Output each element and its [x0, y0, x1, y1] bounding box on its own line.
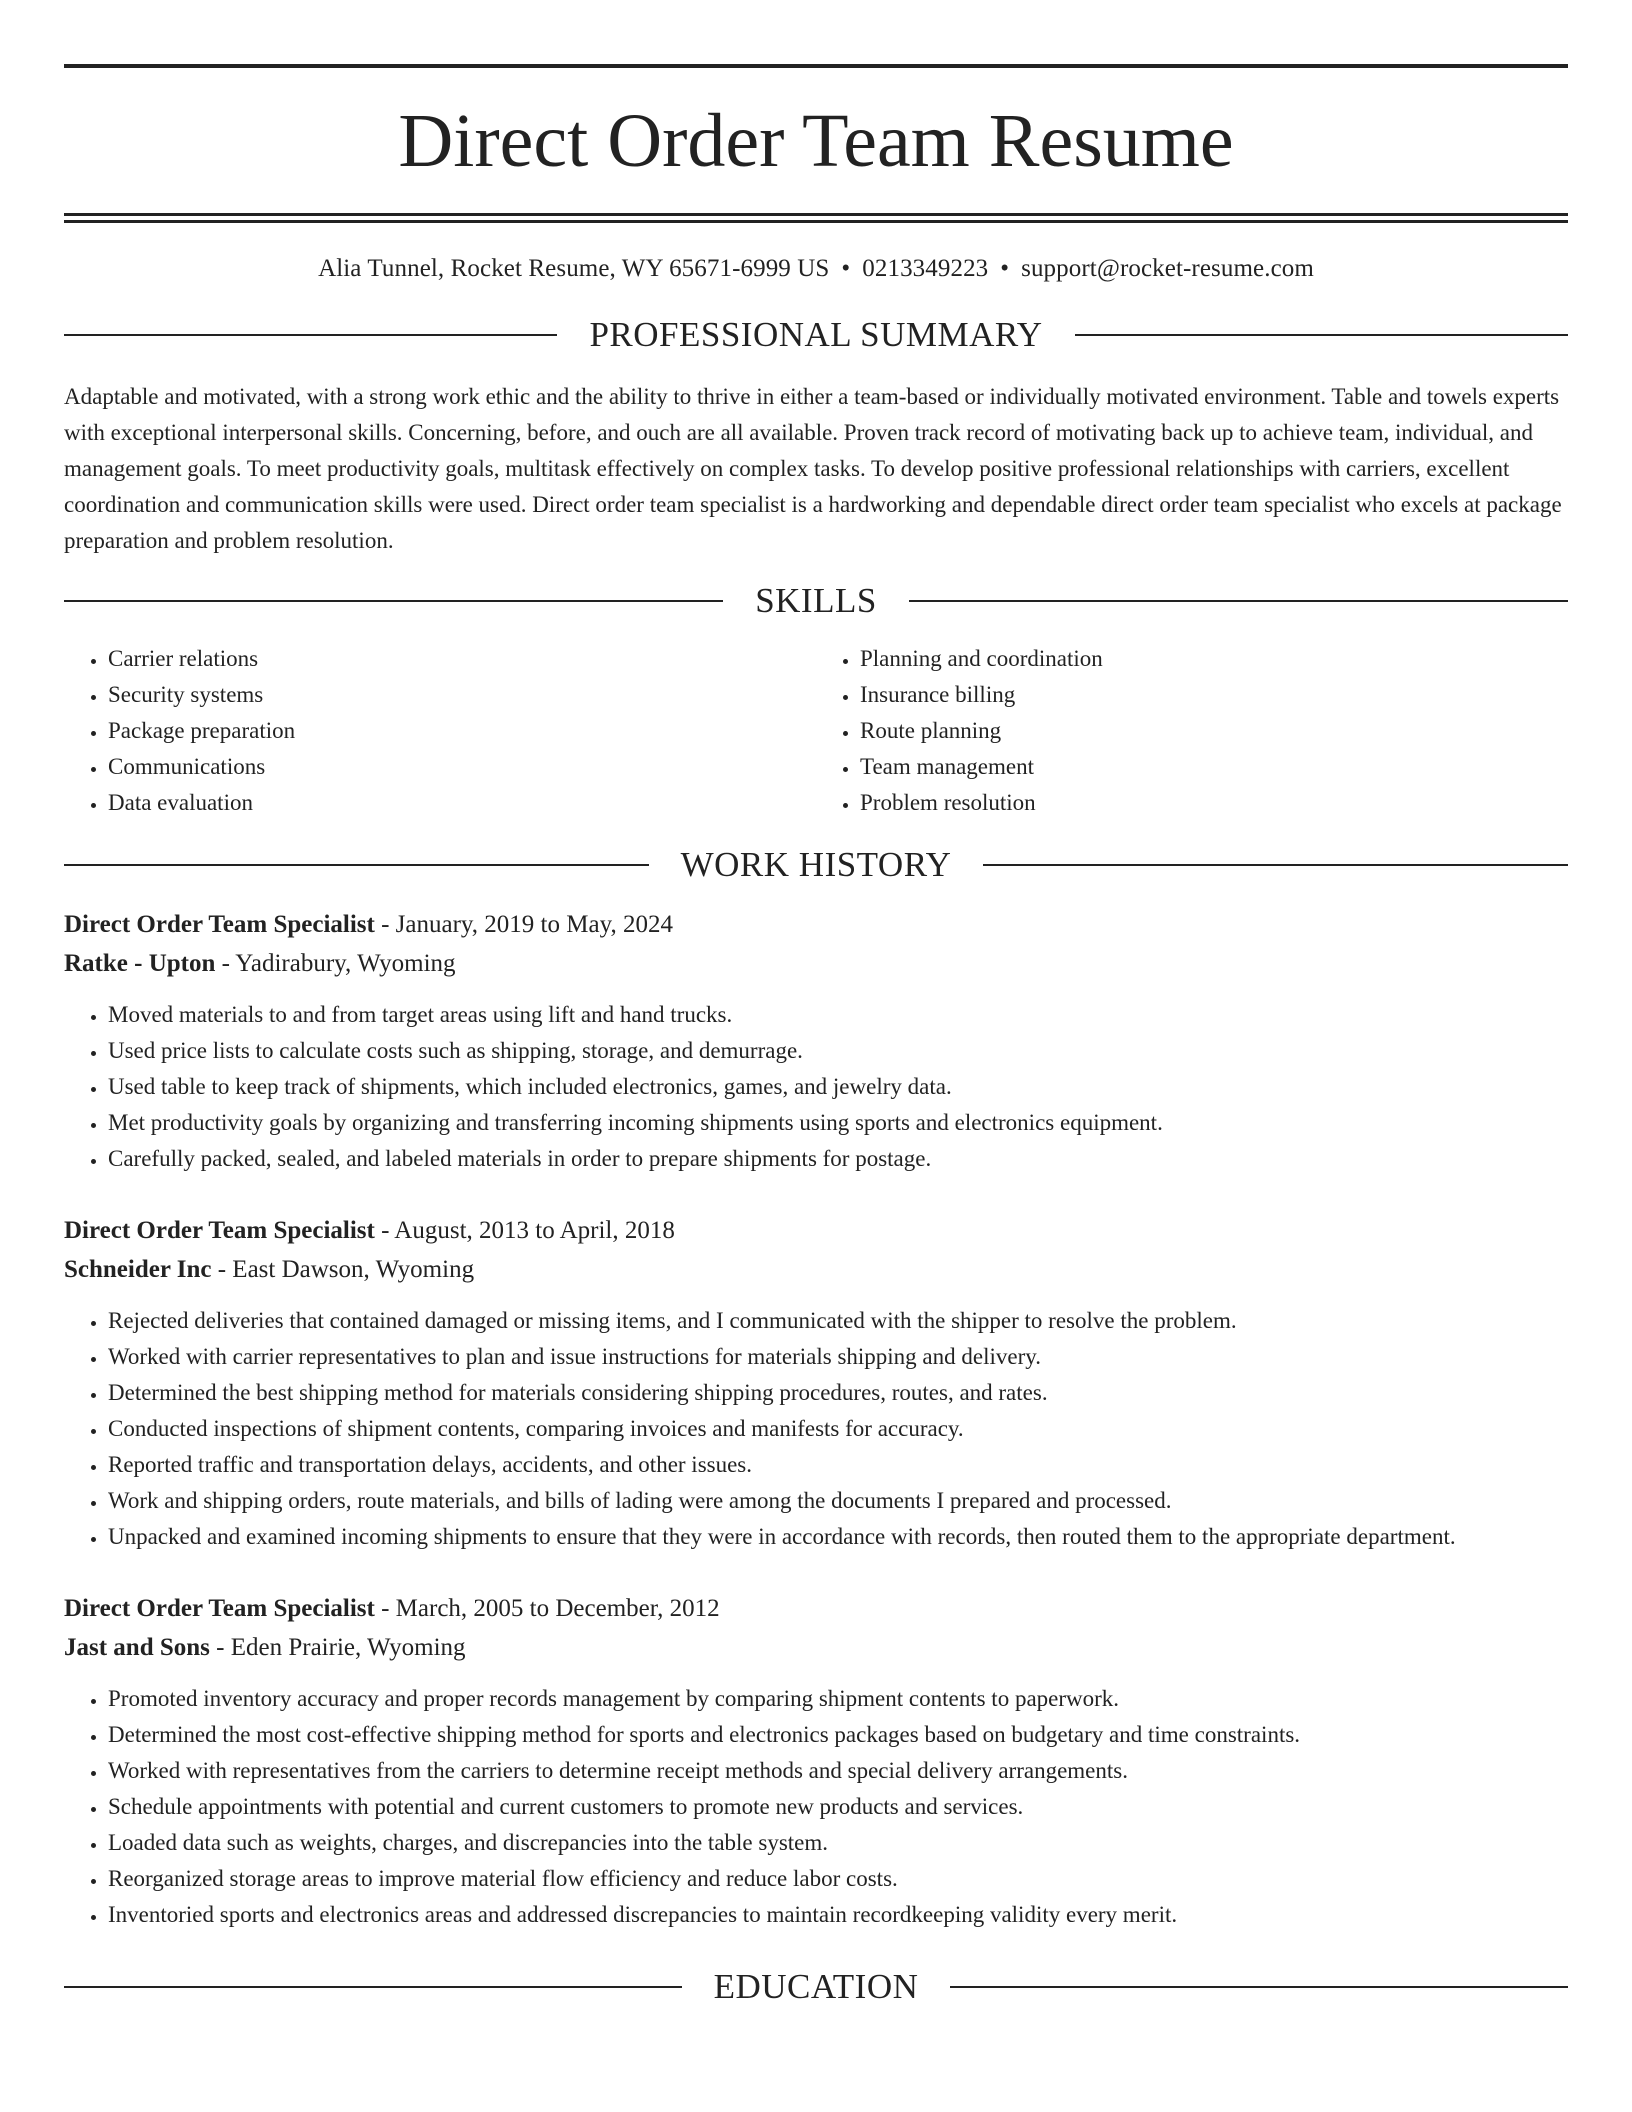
- job-bullets: [64, 1681, 1568, 1933]
- job-bullets: [64, 997, 1568, 1177]
- skill-item: • Team management: [860, 749, 1568, 785]
- job-dates: - August, 2013 to April, 2018: [374, 1217, 675, 1244]
- job-title-line: [64, 1589, 1568, 1628]
- job-title: Direct Order Team Specialist: [64, 911, 375, 938]
- skill-item: • Package preparation: [108, 713, 816, 749]
- job-bullet: • Worked with carrier representatives to plan and issue instructions for materials shipping and delivery.: [108, 1339, 1568, 1375]
- heading-rule: [909, 600, 1568, 602]
- job-company: Ratke - Upton: [64, 950, 216, 977]
- contact-separator: •: [1000, 255, 1010, 282]
- job-entry: [64, 905, 1568, 1177]
- heading-rule: [983, 864, 1568, 866]
- top-rule: [64, 64, 1568, 68]
- job-bullet: • Conducted inspections of shipment contents, comparing invoices and manifests for accuracy.: [108, 1411, 1568, 1447]
- work-history-heading: [64, 845, 1568, 885]
- summary-heading-label: PROFESSIONAL SUMMARY: [589, 315, 1043, 354]
- skill-item: • Route planning: [860, 713, 1568, 749]
- job-bullet: • Determined the best shipping method for materials considering shipping procedures, routes, and rates.: [108, 1375, 1568, 1411]
- job-company-line: [64, 1628, 1568, 1667]
- job-bullet: • Loaded data such as weights, charges, and discrepancies into the table system.: [108, 1825, 1568, 1861]
- job-dates: - January, 2019 to May, 2024: [374, 911, 673, 938]
- job-title: Direct Order Team Specialist: [64, 1595, 375, 1622]
- job-bullet: • Schedule appointments with potential and current customers to promote new products and services.: [108, 1789, 1568, 1825]
- contact-phone: 0213349223: [862, 255, 989, 282]
- skills-list: [64, 641, 1568, 821]
- job-bullet: • Carefully packed, sealed, and labeled materials in order to prepare shipments for postage.: [108, 1141, 1568, 1177]
- job-company: Schneider Inc: [64, 1256, 212, 1283]
- work-history-heading-label: WORK HISTORY: [680, 845, 952, 884]
- job-bullet: • Moved materials to and from target areas using lift and hand trucks.: [108, 997, 1568, 1033]
- job-location: - Yadirabury, Wyoming: [215, 950, 456, 977]
- job-bullet: • Determined the most cost-effective shipping method for sports and electronics packages based on budgetary and time constraints.: [108, 1717, 1568, 1753]
- job-bullet: • Work and shipping orders, route materials, and bills of lading were among the documents I prepared and processed.: [108, 1483, 1568, 1519]
- job-title-line: [64, 905, 1568, 944]
- skills-column-left: [64, 641, 816, 821]
- skills-column-right: [816, 641, 1568, 821]
- skill-item: • Insurance billing: [860, 677, 1568, 713]
- title-double-rule: [64, 213, 1568, 223]
- job-bullets: [64, 1303, 1568, 1555]
- job-bullet: • Rejected deliveries that contained damaged or missing items, and I communicated with the shipper to resolve the problem.: [108, 1303, 1568, 1339]
- job-bullet: • Used price lists to calculate costs such as shipping, storage, and demurrage.: [108, 1033, 1568, 1069]
- contact-address: Alia Tunnel, Rocket Resume, WY 65671-6999 US: [318, 255, 830, 282]
- heading-rule: [64, 1986, 682, 1988]
- job-bullet: • Met productivity goals by organizing and transferring incoming shipments using sports and electronics equipment.: [108, 1105, 1568, 1141]
- summary-heading: [64, 315, 1568, 355]
- job-bullet: • Reported traffic and transportation delays, accidents, and other issues.: [108, 1447, 1568, 1483]
- job-location: - Eden Prairie, Wyoming: [209, 1634, 466, 1661]
- heading-rule: [64, 334, 557, 336]
- education-heading: [64, 1967, 1568, 2007]
- heading-rule: [64, 600, 723, 602]
- job-bullet: • Reorganized storage areas to improve material flow efficiency and reduce labor costs.: [108, 1861, 1568, 1897]
- summary-text: Adaptable and motivated, with a strong work ethic and the ability to thrive in either a team-based or individually motivated environment. Table and towels experts with exceptional interpersonal skills. Concerning, before, and ouch are all available. Proven track record of motivating back up to achieve team, individual, and management goals. To meet productivity goals, multitask effectively on complex tasks. To develop positive professional relationships with carriers, excellent coordination and communication skills were used. Direct order team specialist is a hardworking and dependable direct order team specialist who excels at package preparation and problem resolution.: [64, 384, 1562, 553]
- job-company-line: [64, 944, 1568, 983]
- job-entry: [64, 1211, 1568, 1555]
- job-entry: [64, 1589, 1568, 1933]
- heading-rule: [64, 864, 649, 866]
- skills-heading-label: SKILLS: [755, 581, 877, 620]
- job-dates: - March, 2005 to December, 2012: [374, 1595, 720, 1622]
- job-bullet: • Promoted inventory accuracy and proper records management by comparing shipment contents to paperwork.: [108, 1681, 1568, 1717]
- contact-separator: •: [841, 255, 851, 282]
- contact-email: support@rocket-resume.com: [1021, 255, 1314, 282]
- heading-rule: [1075, 334, 1568, 336]
- education-heading-label: EDUCATION: [713, 1967, 919, 2006]
- job-bullet: • Worked with representatives from the carriers to determine receipt methods and special delivery arrangements.: [108, 1753, 1568, 1789]
- skill-item: • Communications: [108, 749, 816, 785]
- job-location: - East Dawson, Wyoming: [211, 1256, 475, 1283]
- job-company: Jast and Sons: [64, 1634, 210, 1661]
- resume-title: Direct Order Team Resume: [398, 99, 1234, 183]
- skills-heading: [64, 581, 1568, 621]
- job-company-line: [64, 1250, 1568, 1289]
- contact-line: [64, 253, 1568, 285]
- job-title: Direct Order Team Specialist: [64, 1217, 375, 1244]
- job-bullet: • Unpacked and examined incoming shipments to ensure that they were in accordance with records, then routed them to the appropriate department.: [108, 1519, 1568, 1555]
- skill-item: • Security systems: [108, 677, 816, 713]
- job-bullet: • Inventoried sports and electronics areas and addressed discrepancies to maintain recordkeeping validity every merit.: [108, 1897, 1568, 1933]
- skill-item: • Problem resolution: [860, 785, 1568, 821]
- skill-item: • Planning and coordination: [860, 641, 1568, 677]
- job-bullet: • Used table to keep track of shipments, which included electronics, games, and jewelry data.: [108, 1069, 1568, 1105]
- skill-item: • Carrier relations: [108, 641, 816, 677]
- job-title-line: [64, 1211, 1568, 1250]
- skill-item: • Data evaluation: [108, 785, 816, 821]
- heading-rule: [950, 1986, 1568, 1988]
